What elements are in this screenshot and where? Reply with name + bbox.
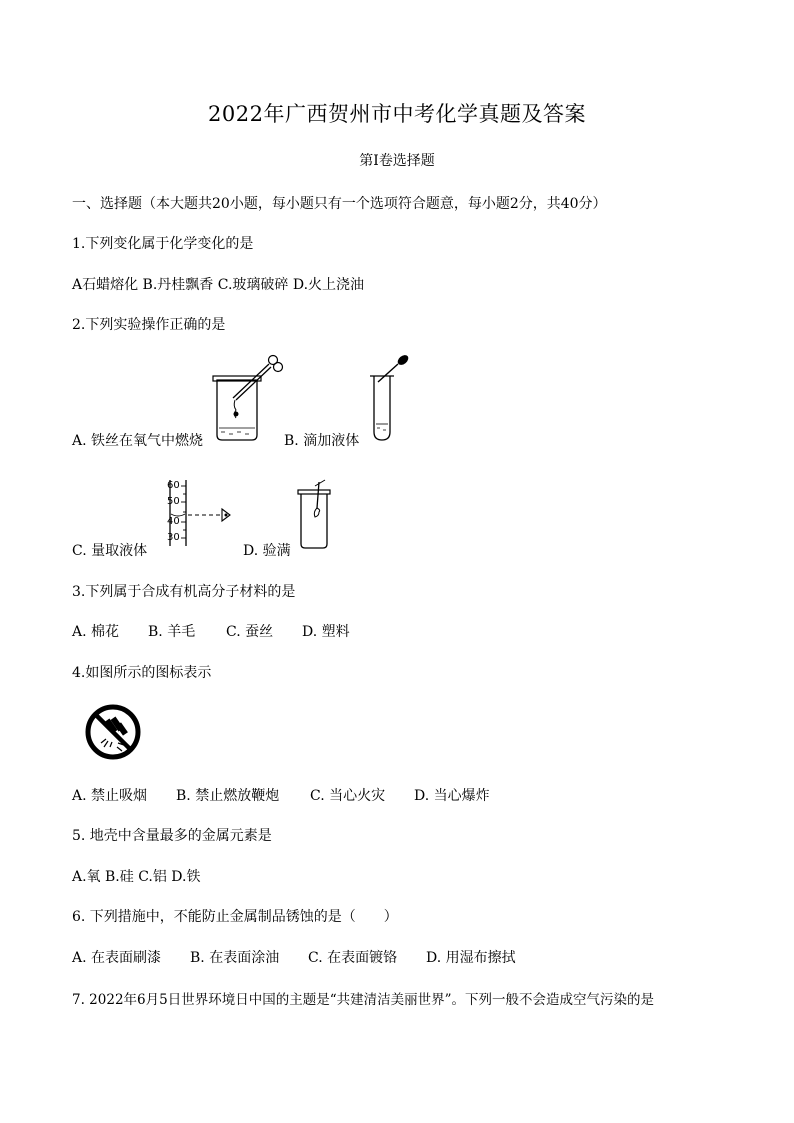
q1-stem: 1.下列变化属于化学变化的是 [72,236,254,252]
dropping-liquid-figure [360,352,420,442]
q2-stem: 2.下列实验操作正确的是 [72,317,226,333]
q7-stem: 7. 2022年6月5日世界环境日中国的主题是“共建清洁美丽世界”。下列一般不会造成空气污染的是 [72,992,655,1008]
q4-stem: 4.如图所示的图标表示 [72,665,212,681]
q5-stem: 5. 地壳中含量最多的金属元素是 [72,828,272,844]
iron-wire-burning-figure [205,350,285,445]
page-title: 2022年广西贺州市中考化学真题及答案 [208,102,586,126]
full-check-figure [295,478,345,550]
q6-option-d: D. 用湿布擦拭 [426,950,516,966]
q6-options [72,947,516,967]
q2-option-a: A. 铁丝在氧气中燃烧 [72,433,204,449]
no-firecrackers-sign-icon [84,703,142,761]
q4-option-d: D. 当心爆炸 [414,788,490,804]
section-subtitle: 第I卷选择题 [359,153,435,169]
q6-option-a: A. 在表面刷漆 [72,950,162,966]
q6-stem: 6. 下列措施中，不能防止金属制品锈蚀的是（ ） [72,909,398,925]
q2-option-d: D. 验满 [243,543,291,559]
tick-50: 50 [167,496,180,507]
q3-stem: 3.下列属于合成有机高分子材料的是 [72,584,296,600]
q2-option-b: B. 滴加液体 [284,433,360,449]
q3-option-d: D. 塑料 [302,624,350,640]
tick-60: 60 [167,480,180,491]
q5-options: A.氧 B.硅 C.铝 D.铁 [72,869,201,885]
q4-option-b: B. 禁止燃放鞭炮 [176,788,280,804]
q6-option-c: C. 在表面镀铬 [308,950,398,966]
q2-option-c: C. 量取液体 [72,543,148,559]
q3-option-c: C. 蚕丝 [226,624,274,640]
q3-option-b: B. 羊毛 [148,624,196,640]
q6-option-b: B. 在表面涂油 [190,950,280,966]
q1-options: A石蜡熔化 B.丹桂飘香 C.玻璃破碎 D.火上浇油 [72,277,365,293]
q4-option-c: C. 当心火灾 [310,788,386,804]
q3-options [72,621,350,641]
tick-40: 40 [167,516,180,527]
tick-30: 30 [167,532,180,543]
q4-option-a: A. 禁止吸烟 [72,788,148,804]
q4-options [72,785,490,805]
section-heading: 一、选择题（本大题共20小题，每小题只有一个选项符合题意，每小题2分，共40分） [72,196,607,212]
q3-option-a: A. 棉花 [72,624,120,640]
